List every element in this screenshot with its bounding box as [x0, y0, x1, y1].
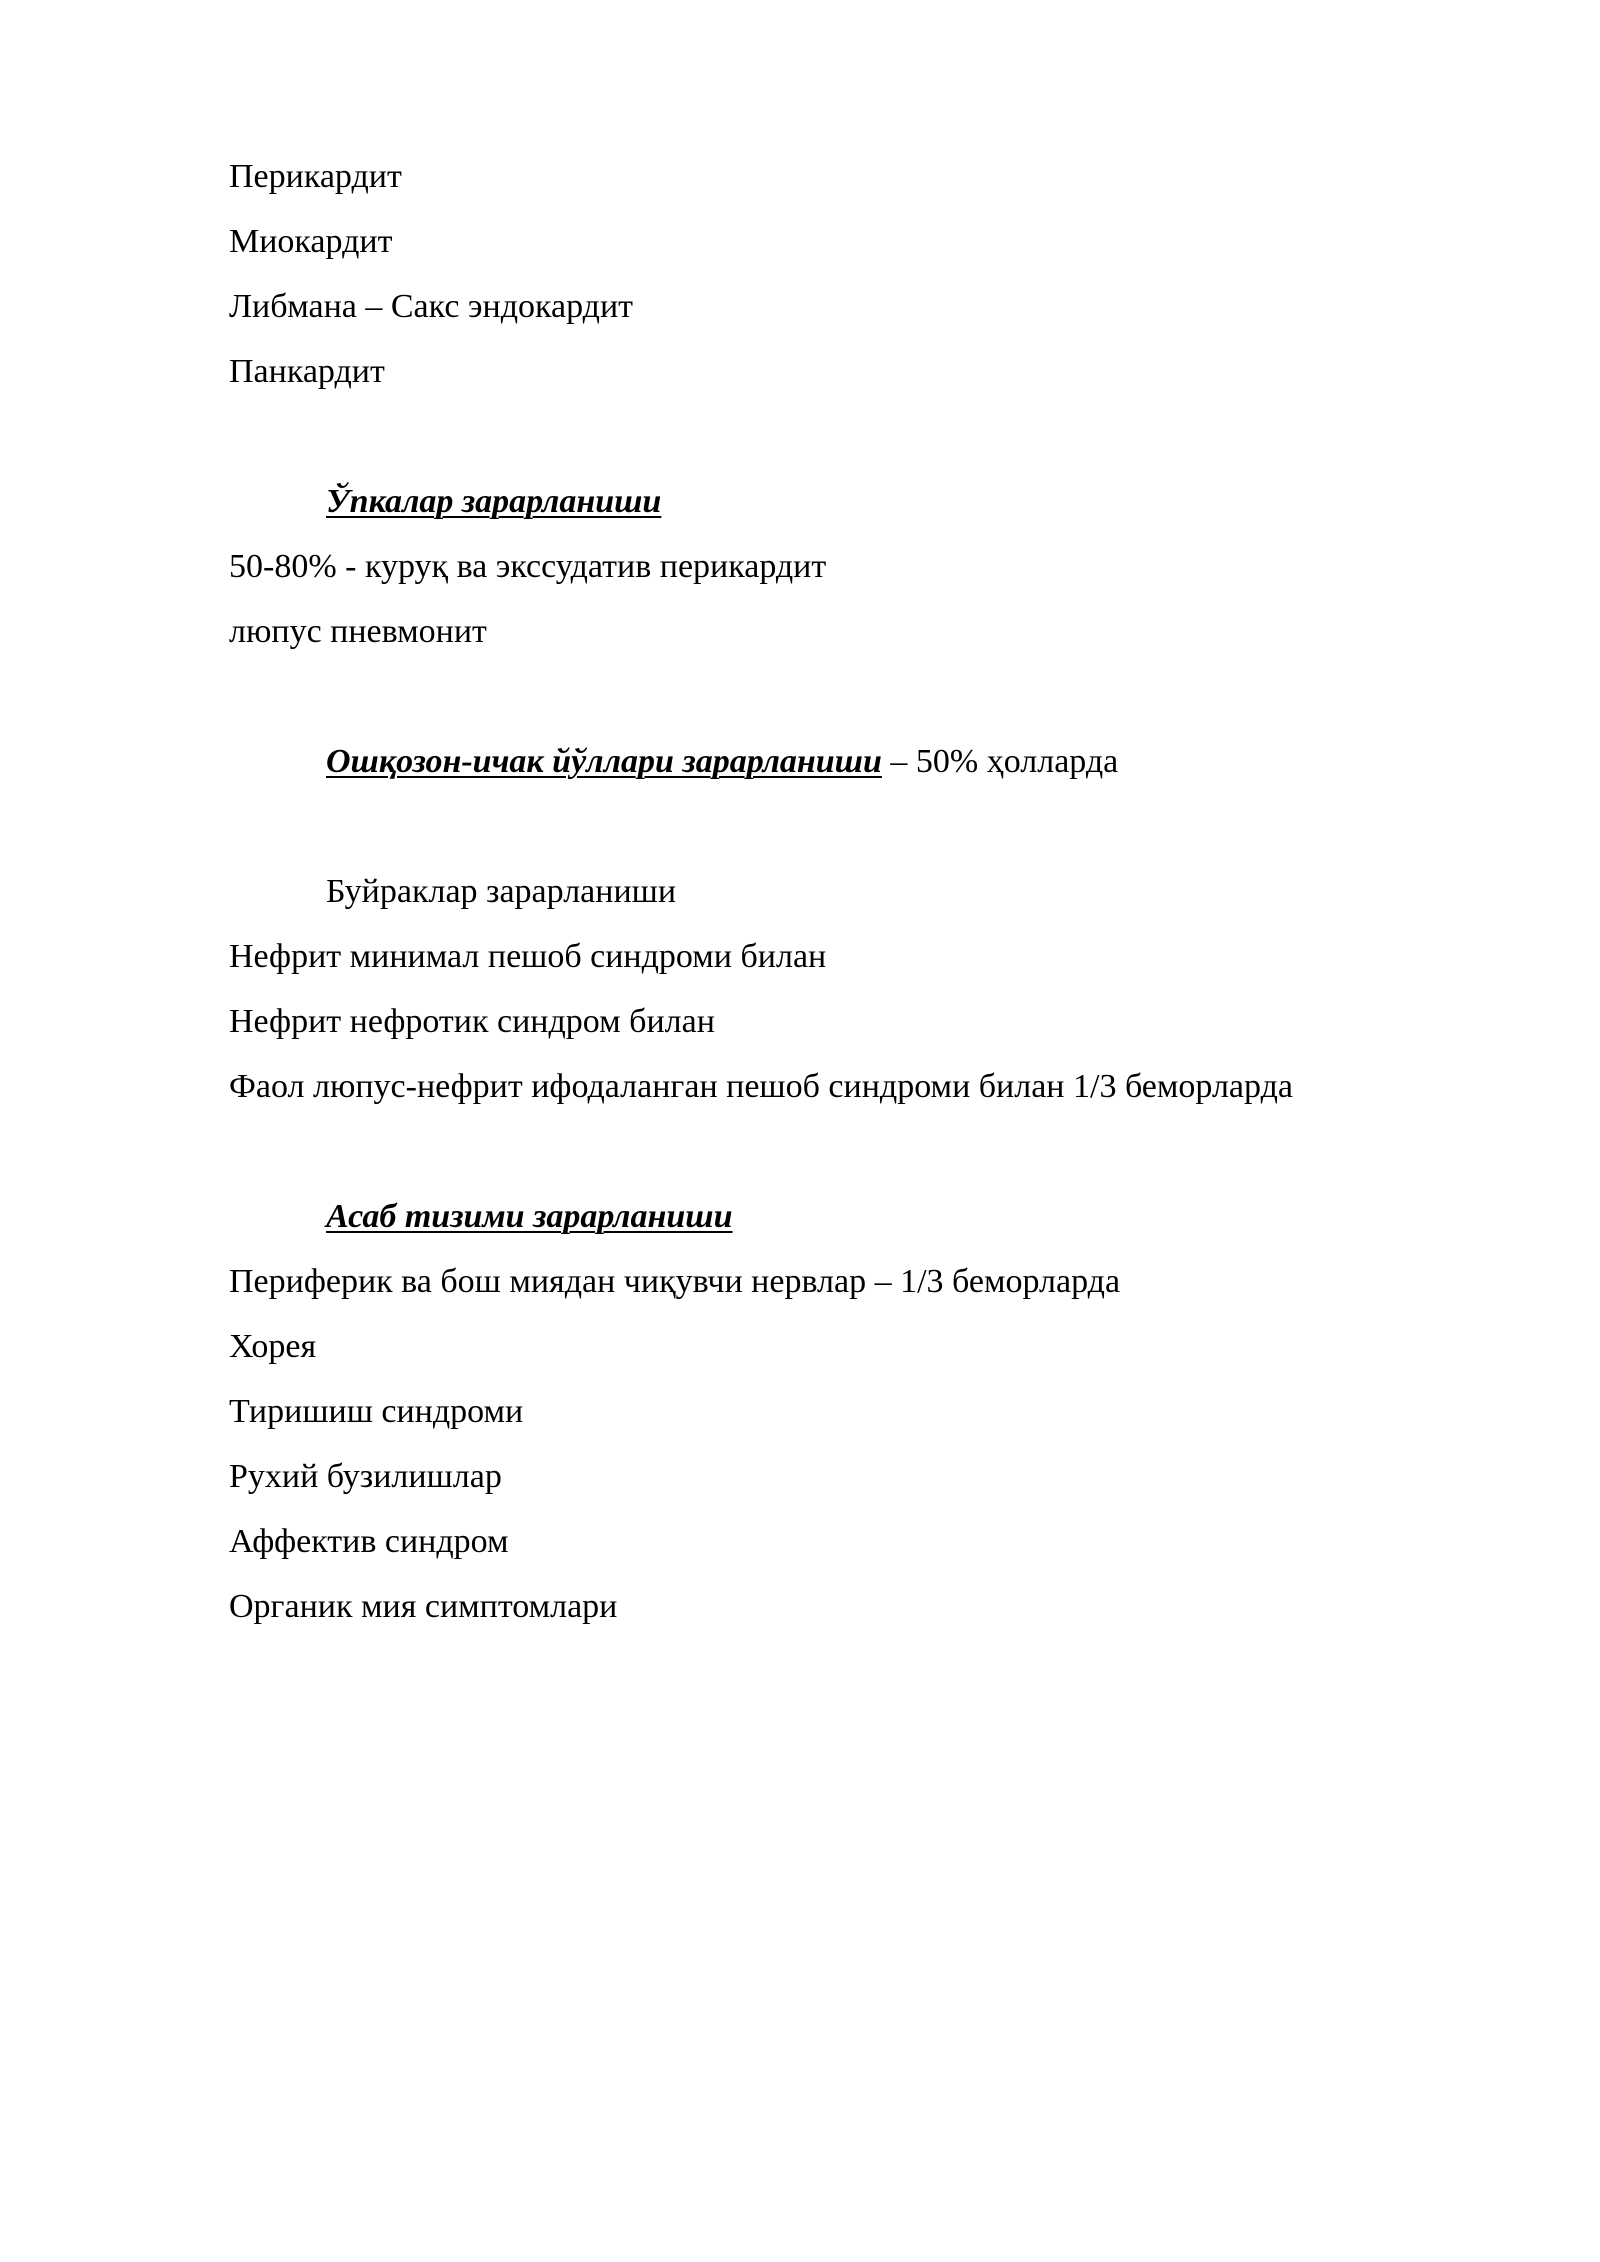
cardiac-item-libman-sacks: Либмана – Сакс эндокардит	[229, 288, 633, 325]
kidneys-item-active-lupus: Фаол люпус-нефрит ифодаланган пешоб синдроми билан 1/3 беморларда	[229, 1068, 1293, 1105]
lungs-heading	[326, 482, 661, 522]
nervous-item-peripheral: Периферик ва бош миядан чиқувчи нервлар – 1/3 беморларда	[229, 1263, 1121, 1300]
cardiac-item-myocarditis: Миокардит	[229, 223, 393, 260]
lungs-heading-text: Ўпкалар зарарланиши	[326, 483, 662, 520]
gi-heading-suffix: – 50% ҳолларда	[881, 743, 1119, 780]
gi-heading-text: Ошқозон-ичак йўллари зарарланиши	[326, 743, 882, 780]
nervous-item-organic: Органик мия симптомлари	[229, 1588, 618, 1625]
cardiac-item-pericarditis: Перикардит	[229, 158, 402, 195]
lungs-item-pericarditis: 50-80% - куруқ ва экссудатив перикардит	[229, 548, 827, 585]
nervous-heading	[326, 1197, 733, 1237]
nervous-heading-text: Асаб тизими зарарланиши	[326, 1198, 733, 1235]
cardiac-item-pancarditis: Панкардит	[229, 353, 385, 390]
nervous-item-seizure: Тиришиш синдроми	[229, 1393, 524, 1430]
kidneys-heading: Буйраклар зарарланиши	[326, 873, 677, 910]
gi-heading	[326, 742, 1118, 782]
nervous-item-affective: Аффектив синдром	[229, 1523, 509, 1560]
kidneys-item-nephrotic: Нефрит нефротик синдром билан	[229, 1003, 715, 1040]
lungs-item-pneumonitis: люпус пневмонит	[229, 613, 487, 650]
nervous-item-mental: Рухий бузилишлар	[229, 1458, 502, 1495]
kidneys-item-minimal: Нефрит минимал пешоб синдроми билан	[229, 938, 827, 975]
nervous-item-chorea: Хорея	[229, 1328, 317, 1365]
